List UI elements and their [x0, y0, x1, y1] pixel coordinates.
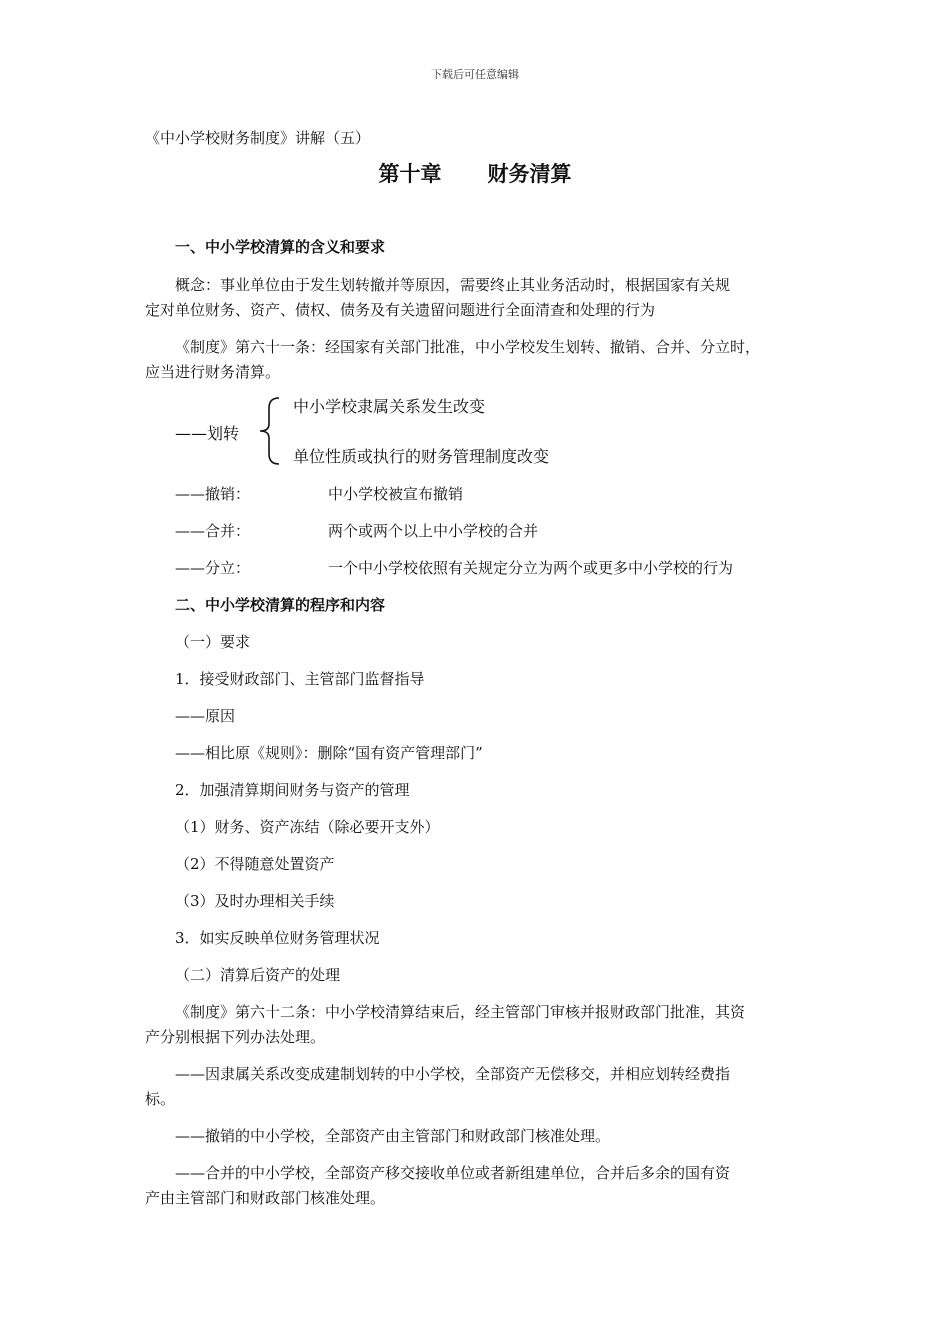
merge-item-line2: 产由主管部门和财政部门核准处理。	[145, 1189, 386, 1207]
diagram-branch-2: 单位性质或执行的财务管理制度改变	[293, 447, 550, 466]
list-item: 2．加强清算期间财务与资产的管理	[175, 781, 410, 799]
merge-item-line1: ——合并的中小学校，全部资产移交接收单位或者新组建单位，合并后多余的国有资	[175, 1164, 731, 1182]
transfer-item-line2: 标。	[145, 1090, 176, 1108]
definition-label: ——撤销：	[175, 485, 251, 503]
concept-line1: 概念：事业单位由于发生划转撤并等原因，需要终止其业务活动时，根据国家有关规	[175, 276, 731, 294]
page-header-note: 下载后可任意编辑	[431, 68, 519, 81]
chapter-name: 财务清算	[487, 162, 572, 186]
list-item: 3．如实反映单位财务管理状况	[175, 929, 380, 947]
section2-heading: 二、中小学校清算的程序和内容	[175, 596, 386, 614]
list-item: （二）清算后资产的处理	[175, 966, 341, 984]
article61-line2: 应当进行财务清算。	[145, 363, 281, 381]
chapter-number: 第十章	[378, 162, 442, 186]
list-item: （一）要求	[175, 633, 251, 651]
diagram-branch-1: 中小学校隶属关系发生改变	[293, 397, 486, 416]
transfer-diagram	[175, 394, 595, 468]
definition-value: 中小学校被宣布撤销	[328, 485, 464, 503]
concept-line2: 定对单位财务、资产、债权、债务及有关遗留问题进行全面清查和处理的行为	[145, 301, 656, 319]
diagram-main-label: ——划转	[175, 424, 240, 443]
list-item: （1）财务、资产冻结（除必要开支外）	[175, 818, 440, 836]
article62-line1: 《制度》第六十二条：中小学校清算结束后，经主管部门审核并报财政部门批准，其资	[175, 1003, 746, 1021]
definition-label: ——分立：	[175, 559, 251, 577]
article62-line2: 产分别根据下列办法处理。	[145, 1028, 326, 1046]
chapter-title	[0, 158, 950, 188]
list-item: ——相比原《规则》：删除“国有资产管理部门”	[175, 744, 483, 762]
article61-line1: 《制度》第六十一条：经国家有关部门批准，中小学校发生划转、撤销、合并、分立时，	[175, 338, 761, 356]
list-item: （3）及时办理相关手续	[175, 892, 335, 910]
revoke-item: ——撤销的中小学校，全部资产由主管部门和财政部门核准处理。	[175, 1127, 611, 1145]
definition-label: ——合并：	[175, 522, 251, 540]
list-item: 1．接受财政部门、主管部门监督指导	[175, 670, 425, 688]
list-item: （2）不得随意处置资产	[175, 855, 335, 873]
list-item: ——原因	[175, 707, 236, 725]
document-title: 《中小学校财务制度》讲解（五）	[145, 129, 371, 147]
definition-value: 两个或两个以上中小学校的合并	[328, 522, 539, 540]
definition-value: 一个中小学校依照有关规定分立为两个或更多中小学校的行为	[328, 559, 734, 577]
section1-heading: 一、中小学校清算的含义和要求	[175, 238, 386, 256]
transfer-item-line1: ——因隶属关系改变成建制划转的中小学校，全部资产无偿移交，并相应划转经费指	[175, 1065, 731, 1083]
curly-brace-icon	[257, 396, 283, 466]
